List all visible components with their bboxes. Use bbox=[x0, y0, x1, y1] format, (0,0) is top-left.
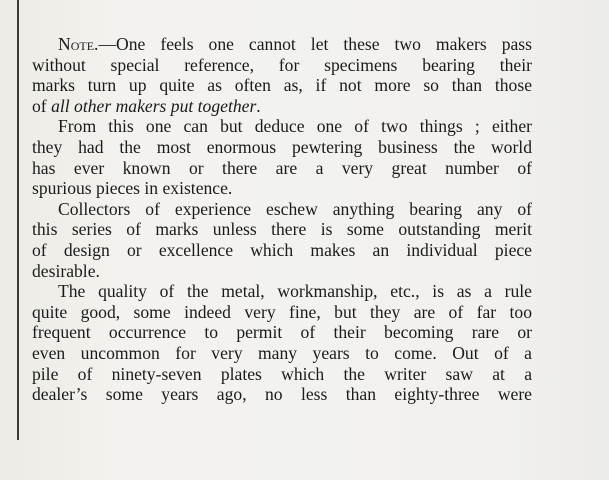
note-text-line-2: without special reference, for specimens bearing their bbox=[32, 54, 532, 75]
paragraph-line: Collectors of experience eschew anything bearing any of bbox=[58, 198, 532, 219]
note-text-line-1: One feels one cannot let these two makers pass bbox=[116, 34, 532, 54]
paragraph-collectors bbox=[32, 199, 532, 281]
text-line bbox=[32, 34, 532, 55]
paragraph-line: this series of marks unless there is some outstanding merit bbox=[32, 219, 532, 240]
paragraph-line: pile of ninety-seven plates which the writer saw at a bbox=[32, 363, 532, 384]
paragraph-line: dealer’s some years ago, no less than eighty-three were bbox=[32, 384, 532, 405]
paragraph-line: even uncommon for very many years to come. Out of a bbox=[32, 342, 532, 363]
paragraph-line: they had the most enormous pewtering business the world bbox=[32, 136, 532, 157]
paragraph-deduction bbox=[32, 116, 532, 198]
note-emphasis: all other makers put together bbox=[51, 95, 257, 116]
note-text-line-4-post: . bbox=[256, 95, 261, 116]
body-text bbox=[32, 34, 532, 405]
text-line bbox=[32, 96, 532, 117]
note-paragraph bbox=[32, 34, 532, 116]
page-edge-rule bbox=[17, 0, 19, 440]
paragraph-line: spurious pieces in existence. bbox=[32, 178, 233, 199]
paragraph-line: has ever known or there are a very great number of bbox=[32, 157, 532, 178]
paragraph-line: frequent occurrence to permit of their becoming rare or bbox=[32, 322, 532, 343]
paragraph-line: of design or excellence which makes an individual piece bbox=[32, 239, 532, 260]
paragraph-line: From this one can but deduce one of two things ; either bbox=[58, 116, 532, 137]
paragraph-line: quite good, some indeed very fine, but they are of far too bbox=[32, 301, 532, 322]
paragraph-quality bbox=[32, 281, 532, 405]
note-text-line-3: marks turn up quite as often as, if not more so than those bbox=[32, 75, 532, 96]
paragraph-line: The quality of the metal, workmanship, etc., is as a rule bbox=[58, 281, 532, 302]
note-dash: — bbox=[98, 34, 117, 54]
note-text-line-4-pre: of bbox=[32, 95, 52, 116]
note-label: Note. bbox=[58, 34, 99, 54]
paragraph-line: desirable. bbox=[32, 260, 100, 281]
